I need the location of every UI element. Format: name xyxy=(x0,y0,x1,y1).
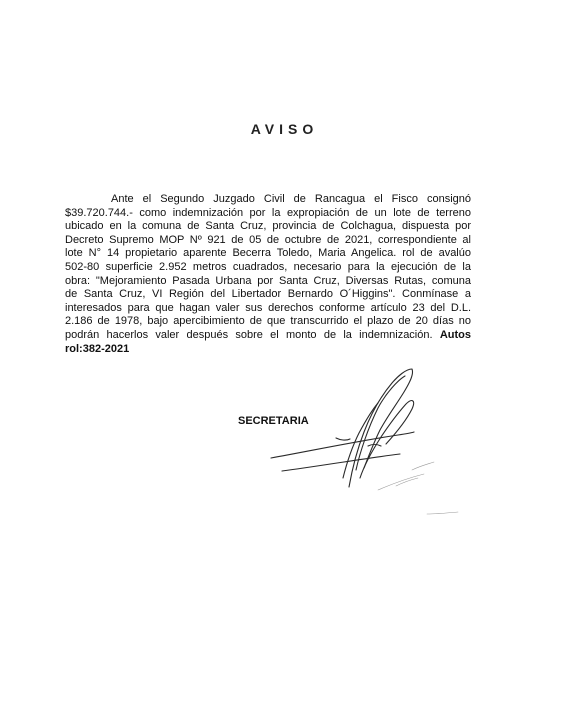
body-line: Ante el Segundo Juzgado Civil de Rancagua el Fisco consignó xyxy=(111,193,471,205)
body-line: $39.720.744.- como indemnización por la expropiación de un lote de terreno xyxy=(65,206,471,219)
notice-title: AVISO xyxy=(250,121,319,137)
body-line: de Santa Cruz, VI Región del Libertador Bernardo O´Higgins". Conmínase a xyxy=(65,288,471,301)
body-line: Decreto Supremo MOP Nº 921 de 05 de octubre de 2021, correspondiente al xyxy=(65,233,471,246)
body-line-text: podrán hacerlos valer después sobre el monto de la indemnización. xyxy=(65,328,433,341)
body-line: ubicado en la comuna de Santa Cruz, provincia de Colchagua, dispuesta por xyxy=(65,220,471,233)
body-line: obra: "Mejoramiento Pasada Urbana por Santa Cruz, Diversas Rutas, comuna xyxy=(65,274,471,287)
body-line: lote N° 14 propietario aparente Becerra Toledo, Maria Angelica. rol de avalúo xyxy=(65,247,471,260)
autos-label: Autos xyxy=(439,328,471,341)
body-line: 2.186 de 1978, bajo apercibimiento de que transcurrido el plazo de 20 días no xyxy=(65,315,471,328)
signer-title: SECRETARIA xyxy=(238,415,309,427)
body-line: interesados para que hagan valer sus derechos conforme artículo 23 del D.L. xyxy=(65,301,471,314)
autos-rol: rol:382-2021 xyxy=(65,342,130,355)
body-line: 502-80 superficie 2.952 metros cuadrados, necesario para la ejecución de la xyxy=(65,260,471,273)
